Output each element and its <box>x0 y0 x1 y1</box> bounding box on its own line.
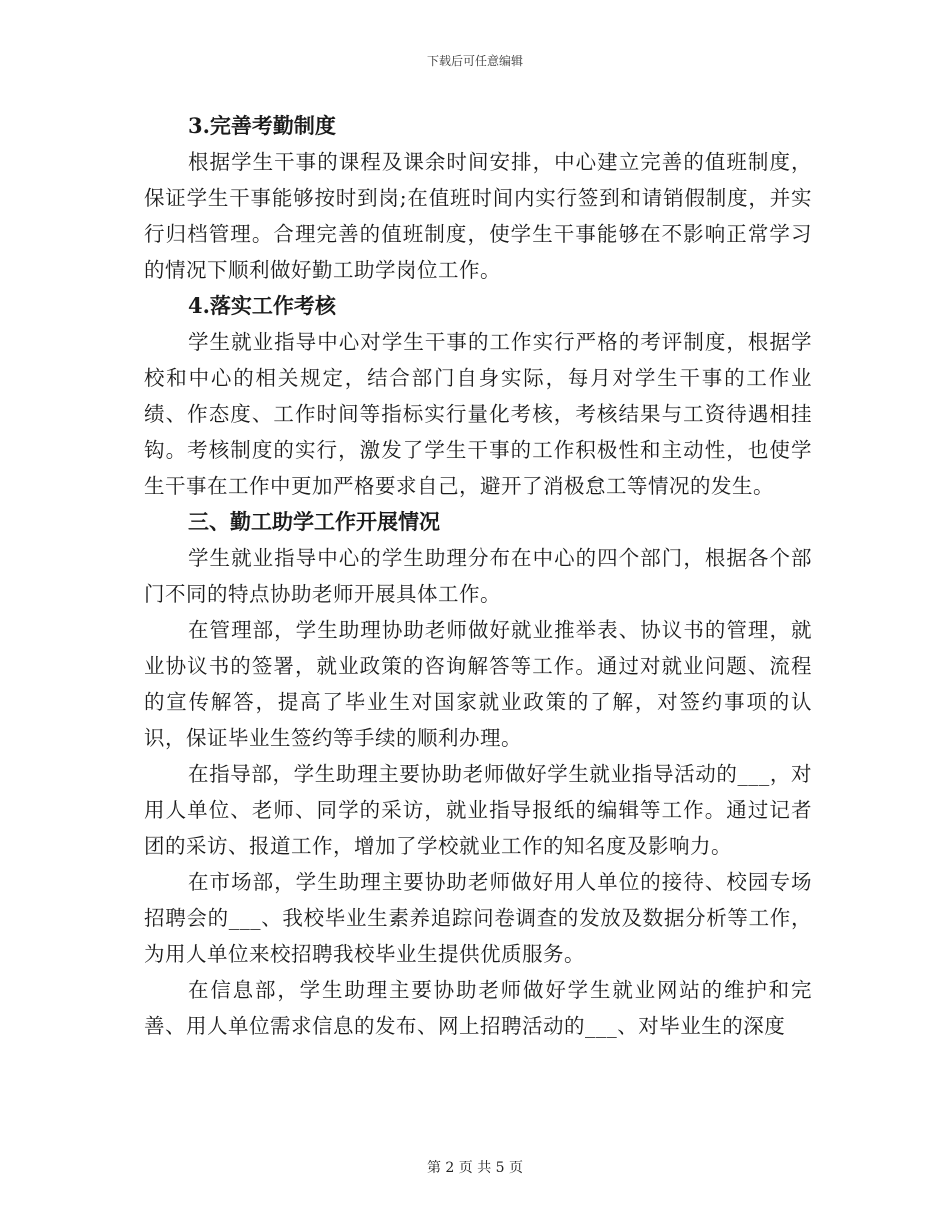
paragraph-management-dept: 在管理部，学生助理协助老师做好就业推举表、协议书的管理，就业协议书的签署，就业政策的咨询解答等工作。通过对就业问题、流程的宣传解答，提高了毕业生对国家就业政策的了解，对签约事项的认识，保证毕业生签约等手续的顺利办理。 <box>144 618 812 750</box>
paragraph-overview: 学生就业指导中心的学生助理分布在中心的四个部门，根据各个部门不同的特点协助老师开展具体工作。 <box>144 546 812 606</box>
paragraph-assessment: 学生就业指导中心对学生干事的工作实行严格的考评制度，根据学校和中心的相关规定，结合部门自身实际，每月对学生干事的工作业绩、作态度、工作时间等指标实行量化考核，考核结果与工资待遇相挂钩。考核制度的实行，激发了学生干事的工作积极性和主动性，也使学生干事在工作中更加严格要求自己，避开了消极怠工等情况的发生。 <box>144 330 812 498</box>
paragraph-guidance-dept: 在指导部，学生助理主要协助老师做好学生就业指导活动的___，对用人单位、老师、同学的采访，就业指导报纸的编辑等工作。通过记者团的采访、报道工作，增加了学校就业工作的知名度及影响力。 <box>144 762 812 858</box>
section-heading-attendance: 3.完善考勤制度 <box>188 113 336 138</box>
paragraph-attendance: 根据学生干事的课程及课余时间安排，中心建立完善的值班制度，保证学生干事能够按时到岗;在值班时间内实行签到和请销假制度，并实行归档管理。合理完善的值班制度，使学生干事能够在不影响正常学习的情况下顺利做好勤工助学岗位工作。 <box>144 150 812 282</box>
section-heading-assessment: 4.落实工作考核 <box>188 293 336 318</box>
page-header-note: 下载后可任意编辑 <box>426 54 523 68</box>
document-body <box>144 108 812 1044</box>
paragraph-market-dept: 在市场部，学生助理主要协助老师做好用人单位的接待、校园专场招聘会的___、我校毕业生素养追踪问卷调查的发放及数据分析等工作，为用人单位来校招聘我校毕业生提供优质服务。 <box>144 870 812 966</box>
section-heading-work-status: 三、勤工助学工作开展情况 <box>188 509 440 534</box>
page-number: 第 2 页 共 5 页 <box>426 1160 524 1176</box>
paragraph-info-dept: 在信息部，学生助理主要协助老师做好学生就业网站的维护和完善、用人单位需求信息的发布、网上招聘活动的___、对毕业生的深度 <box>144 978 812 1038</box>
